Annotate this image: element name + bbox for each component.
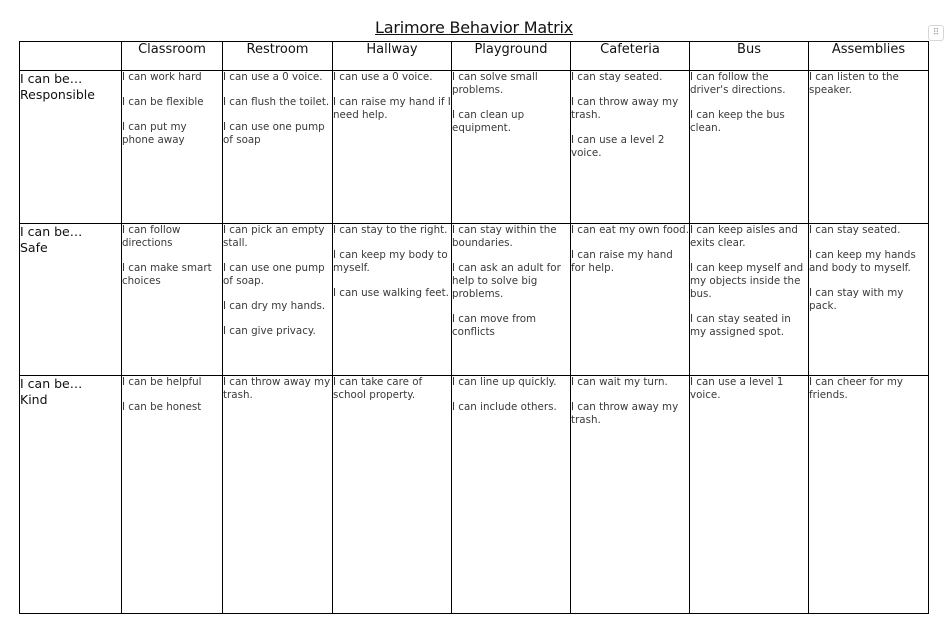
statement: I can be flexible [122, 96, 204, 108]
statement: I can keep myself and my objects inside the bus. [690, 262, 804, 300]
row-safe [20, 224, 929, 376]
statement: I can work hard [122, 71, 202, 83]
cell-kind-bus [690, 376, 809, 614]
statement: I can follow directions [122, 224, 181, 249]
cell-kind-classroom [122, 376, 223, 614]
statement: I can use a 0 voice. [223, 71, 323, 83]
statement: I can use a 0 voice. [333, 71, 433, 83]
statement: I can raise my hand if I need help. [333, 96, 451, 121]
statement: I can use a level 1 voice. [690, 376, 784, 401]
column-header-cafeteria: Cafeteria [571, 42, 690, 71]
statement: I can eat my own food. [571, 224, 689, 236]
cell-kind-assemblies [809, 376, 929, 614]
cell-safe-playground [452, 224, 571, 376]
cell-safe-cafeteria [571, 224, 690, 376]
statement: I can give privacy. [223, 325, 316, 337]
statement: I can keep my body to myself. [333, 249, 448, 274]
statement: I can keep my hands and body to myself. [809, 249, 916, 274]
statement: I can stay to the right. [333, 224, 448, 236]
document-title: Larimore Behavior Matrix [375, 18, 573, 37]
row-header-trait: Safe [20, 240, 48, 255]
statement: I can pick an empty stall. [223, 224, 325, 249]
row-header-responsible [20, 71, 122, 224]
statement: I can stay seated. [809, 224, 901, 236]
statement: I can take care of school property. [333, 376, 423, 401]
cell-responsible-classroom [122, 71, 223, 224]
cell-responsible-cafeteria [571, 71, 690, 224]
statement: I can throw away my trash. [571, 96, 679, 121]
cell-responsible-hallway [333, 71, 452, 224]
corner-cell [20, 42, 122, 71]
column-header-classroom: Classroom [122, 42, 223, 71]
column-header-row [20, 42, 929, 71]
drag-handle-icon[interactable]: ⠿ [928, 25, 944, 41]
statement: I can put my phone away [122, 121, 187, 146]
cell-safe-assemblies [809, 224, 929, 376]
row-header-prefix: I can be… [20, 71, 83, 86]
statement: I can keep the bus clean. [690, 109, 785, 134]
cell-safe-hallway [333, 224, 452, 376]
behavior-matrix-table [19, 41, 929, 614]
statement: I can stay within the boundaries. [452, 224, 557, 249]
column-header-hallway: Hallway [333, 42, 452, 71]
cell-responsible-playground [452, 71, 571, 224]
statement: I can be honest [122, 401, 202, 413]
statement: I can stay with my pack. [809, 287, 904, 312]
row-responsible [20, 71, 929, 224]
statement: I can keep aisles and exits clear. [690, 224, 798, 249]
row-header-trait: Kind [20, 392, 48, 407]
statement: I can flush the toilet. [223, 96, 330, 108]
statement: I can follow the driver's directions. [690, 71, 786, 96]
statement: I can use walking feet. [333, 287, 449, 299]
row-header-trait: Responsible [20, 87, 95, 102]
cell-safe-restroom [223, 224, 333, 376]
statement: I can dry my hands. [223, 300, 326, 312]
statement: I can stay seated. [571, 71, 663, 83]
column-header-playground: Playground [452, 42, 571, 71]
row-header-prefix: I can be… [20, 376, 83, 391]
statement: I can throw away my trash. [223, 376, 331, 401]
statement: I can stay seated in my assigned spot. [690, 313, 791, 338]
statement: I can solve small problems. [452, 71, 538, 96]
cell-responsible-assemblies [809, 71, 929, 224]
row-header-kind [20, 376, 122, 614]
statement: I can ask an adult for help to solve big problems. [452, 262, 561, 300]
statement: I can include others. [452, 401, 557, 413]
cell-safe-classroom [122, 224, 223, 376]
statement: I can line up quickly. [452, 376, 557, 388]
statement: I can use one pump of soap. [223, 262, 325, 287]
column-header-restroom: Restroom [223, 42, 333, 71]
statement: I can use a level 2 voice. [571, 134, 665, 159]
cell-kind-hallway [333, 376, 452, 614]
statement: I can throw away my trash. [571, 401, 679, 426]
statement: I can listen to the speaker. [809, 71, 899, 96]
cell-responsible-bus [690, 71, 809, 224]
column-header-bus: Bus [690, 42, 809, 71]
statement: I can raise my hand for help. [571, 249, 673, 274]
row-header-safe [20, 224, 122, 376]
statement: I can make smart choices [122, 262, 212, 287]
cell-kind-cafeteria [571, 376, 690, 614]
cell-kind-restroom [223, 376, 333, 614]
statement: I can move from conflicts [452, 313, 537, 338]
statement: I can cheer for my friends. [809, 376, 903, 401]
statement: I can wait my turn. [571, 376, 668, 388]
cell-kind-playground [452, 376, 571, 614]
cell-responsible-restroom [223, 71, 333, 224]
row-header-prefix: I can be… [20, 224, 83, 239]
statement: I can clean up equipment. [452, 109, 525, 134]
cell-safe-bus [690, 224, 809, 376]
column-header-assemblies: Assemblies [809, 42, 929, 71]
statement: I can use one pump of soap [223, 121, 325, 146]
statement: I can be helpful [122, 376, 202, 388]
row-kind [20, 376, 929, 614]
